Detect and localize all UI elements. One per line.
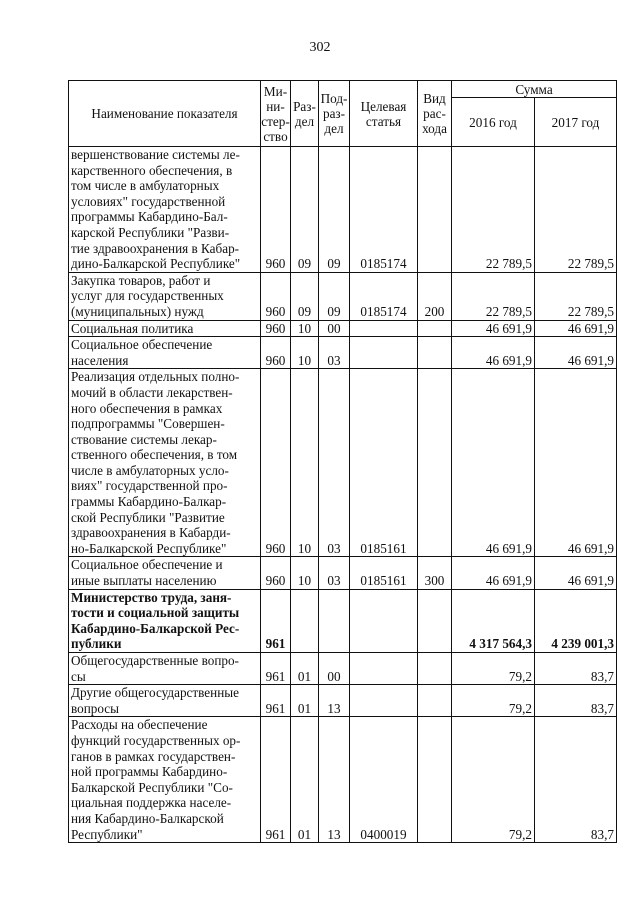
row-expense-type: 200 [418, 272, 452, 320]
row-expense-type: 300 [418, 557, 452, 589]
header-year-2016: 2016 год [452, 98, 535, 147]
row-section: 01 [291, 653, 319, 685]
row-ministry: 960 [261, 320, 291, 337]
table-row [69, 337, 617, 369]
row-sum-2016: 22 789,5 [452, 272, 535, 320]
row-subsection: 00 [319, 320, 350, 337]
table-row [69, 272, 617, 320]
table-row [69, 685, 617, 717]
row-sum-2016: 79,2 [452, 653, 535, 685]
row-sum-2017: 46 691,9 [535, 557, 617, 589]
row-subsection: 00 [319, 653, 350, 685]
row-name-text: Министерство труда, заня- тости и социальной защиты Кабардино-Балкарской Рес- публики [71, 589, 240, 652]
row-name [69, 557, 261, 589]
row-name [69, 337, 261, 369]
header-year-2017: 2017 год [535, 98, 617, 147]
row-expense-type [418, 320, 452, 337]
row-sum-2017: 4 239 001,3 [535, 589, 617, 652]
row-target-article [350, 320, 418, 337]
row-sum-2016: 4 317 564,3 [452, 589, 535, 652]
row-expense-type [418, 589, 452, 652]
row-subsection: 03 [319, 557, 350, 589]
row-expense-type [418, 717, 452, 843]
row-name-text: Социальное обеспечение населения [71, 337, 213, 368]
row-ministry: 961 [261, 685, 291, 717]
row-subsection: 09 [319, 272, 350, 320]
row-sum-2016: 22 789,5 [452, 147, 535, 273]
table-row [69, 320, 617, 337]
row-expense-type [418, 337, 452, 369]
row-name [69, 272, 261, 320]
row-ministry: 960 [261, 337, 291, 369]
header-target-article: Целевая статья [350, 81, 418, 147]
row-section: 09 [291, 147, 319, 273]
row-subsection: 09 [319, 147, 350, 273]
row-sum-2017: 83,7 [535, 717, 617, 843]
row-section: 01 [291, 717, 319, 843]
row-expense-type [418, 369, 452, 557]
row-sum-2016: 46 691,9 [452, 369, 535, 557]
row-name [69, 717, 261, 843]
row-expense-type [418, 685, 452, 717]
table-row [69, 653, 617, 685]
table-row [69, 147, 617, 273]
row-ministry: 960 [261, 369, 291, 557]
row-sum-2016: 79,2 [452, 717, 535, 843]
row-name [69, 369, 261, 557]
row-section: 09 [291, 272, 319, 320]
table-row [69, 589, 617, 652]
row-target-article [350, 337, 418, 369]
header-expense-type: Вид рас- хода [418, 81, 452, 147]
row-subsection: 03 [319, 337, 350, 369]
row-section: 10 [291, 369, 319, 557]
row-sum-2017: 22 789,5 [535, 147, 617, 273]
row-name-text: Социальное обеспечение и иные выплаты населению [71, 557, 223, 589]
row-ministry: 961 [261, 589, 291, 652]
row-name-text: Расходы на обеспечение функций государственных ор- ганов в рамках государствен- ной программы Кабардино- Балкарской Республики "Со- циальная поддержка населе- ния Кабардино-Балкарской Республики" [71, 717, 241, 842]
header-ministry: Ми- ни- стер- ство [261, 81, 291, 147]
table-row [69, 369, 617, 557]
row-target-article [350, 589, 418, 652]
row-name [69, 685, 261, 717]
row-expense-type [418, 653, 452, 685]
row-section: 01 [291, 685, 319, 717]
header-section: Раз- дел [291, 81, 319, 147]
table-body [69, 147, 617, 843]
row-target-article: 0185161 [350, 557, 418, 589]
row-sum-2017: 46 691,9 [535, 337, 617, 369]
row-sum-2017: 83,7 [535, 653, 617, 685]
row-ministry: 961 [261, 717, 291, 843]
row-target-article: 0185174 [350, 272, 418, 320]
row-sum-2016: 46 691,9 [452, 557, 535, 589]
row-name [69, 653, 261, 685]
row-name-text: Закупка товаров, работ и услуг для государственных (муниципальных) нужд [71, 272, 224, 319]
header-subsection: Под- раз- дел [319, 81, 350, 147]
row-ministry: 961 [261, 653, 291, 685]
row-sum-2017: 22 789,5 [535, 272, 617, 320]
row-target-article: 0185174 [350, 147, 418, 273]
header-name: Наименование показателя [69, 81, 261, 147]
row-name-text: Реализация отдельных полно- мочий в области лекарствен- ного обеспечения в рамках подпрограммы "Совершен- ствование системы лекар- ственного обеспечения, в том числе в амбулаторных усло- виях" государственной про- граммы Кабардино-Балкар- ской Республики "Развитие здравоохранения в Кабарди- но-Балкарской Республике" [71, 369, 240, 556]
row-ministry: 960 [261, 147, 291, 273]
row-section: 10 [291, 337, 319, 369]
budget-table [68, 80, 617, 843]
row-subsection: 13 [319, 717, 350, 843]
row-sum-2017: 46 691,9 [535, 369, 617, 557]
row-name [69, 589, 261, 652]
table-row [69, 557, 617, 589]
row-subsection: 03 [319, 369, 350, 557]
row-name-text: Социальная политика [71, 320, 194, 336]
row-target-article [350, 685, 418, 717]
row-subsection: 13 [319, 685, 350, 717]
row-name-text: Другие общегосударственные вопросы [71, 685, 239, 716]
row-section: 10 [291, 557, 319, 589]
row-target-article: 0185161 [350, 369, 418, 557]
page-number: 302 [309, 40, 331, 55]
row-name [69, 320, 261, 337]
row-sum-2016: 46 691,9 [452, 337, 535, 369]
header-sum: Сумма [452, 81, 617, 98]
row-target-article: 0400019 [350, 717, 418, 843]
table-row [69, 717, 617, 843]
row-name-text: Общегосударственные вопро- сы [71, 653, 239, 684]
row-ministry: 960 [261, 557, 291, 589]
row-name [69, 147, 261, 273]
row-section: 10 [291, 320, 319, 337]
row-target-article [350, 653, 418, 685]
row-ministry: 960 [261, 272, 291, 320]
row-subsection [319, 589, 350, 652]
row-sum-2016: 46 691,9 [452, 320, 535, 337]
row-name-text: вершенствование системы ле- карственного обеспечения, в том числе в амбулаторных условиях" государственной программы Кабардино-Бал- карской Республики "Разви- тие здравоохранения в Кабар- дино-Балкарской Республике" [71, 147, 241, 272]
row-sum-2016: 79,2 [452, 685, 535, 717]
row-section [291, 589, 319, 652]
row-sum-2017: 46 691,9 [535, 320, 617, 337]
row-sum-2017: 83,7 [535, 685, 617, 717]
row-expense-type [418, 147, 452, 273]
